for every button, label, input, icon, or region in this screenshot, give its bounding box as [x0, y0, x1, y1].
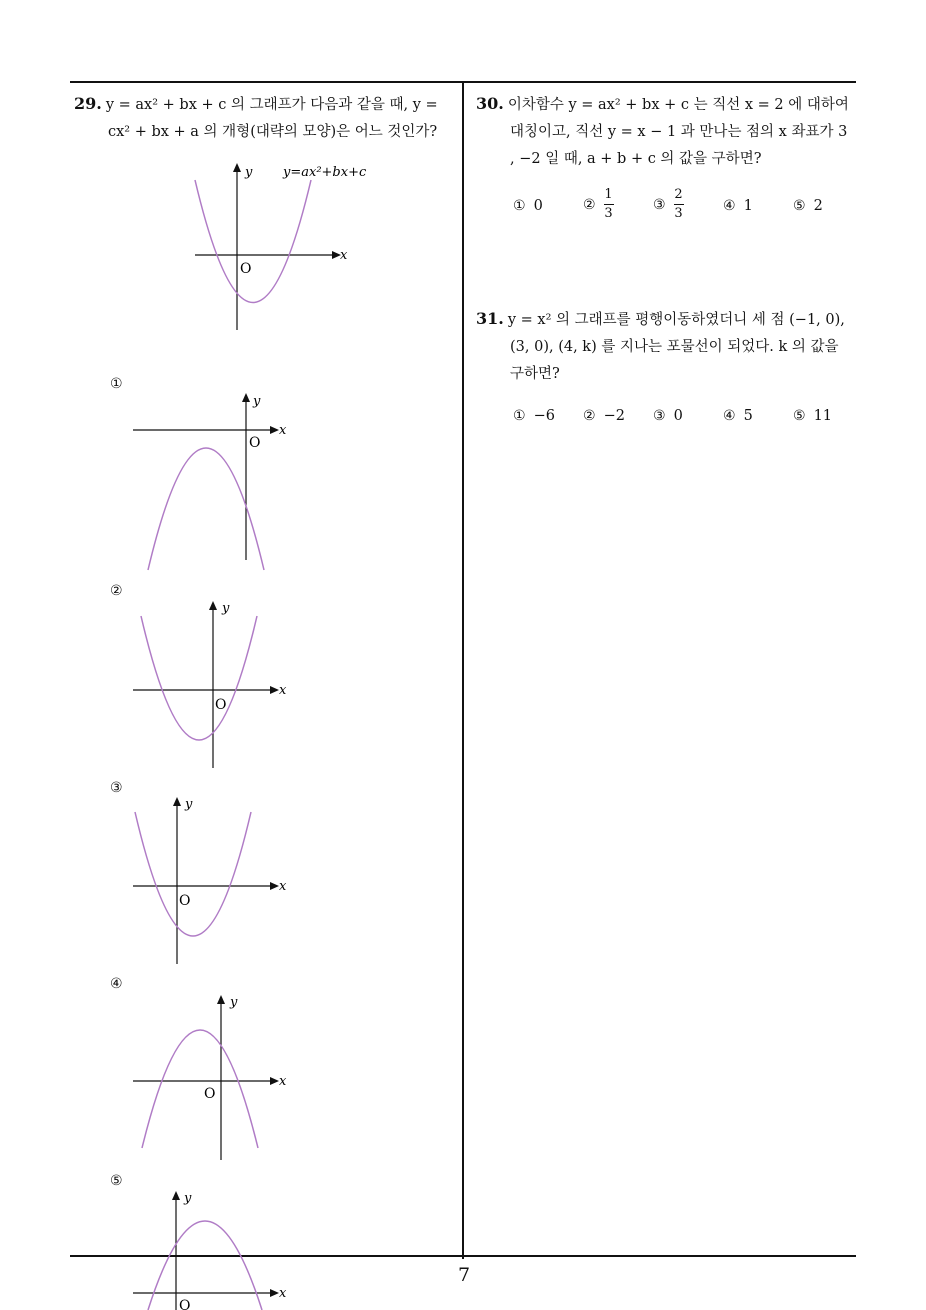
- q31-choice-5[interactable]: [793, 408, 832, 424]
- x-axis-label: x: [279, 1286, 287, 1301]
- choice-label-5: ⑤: [110, 1173, 123, 1189]
- choice-mark: ②: [583, 196, 596, 213]
- choice-3-graph: [128, 792, 298, 967]
- y-axis-label: y: [185, 797, 193, 812]
- choice-label-2: ②: [110, 583, 123, 599]
- choice-mark: ①: [513, 198, 526, 214]
- question-text-line: 대칭이고, 직선 y = x − 1 과 만나는 점의 x 좌표가 3: [510, 124, 848, 140]
- q31-choice-1[interactable]: [513, 408, 555, 424]
- q30-choice-5[interactable]: [793, 198, 823, 214]
- choice-mark: ④: [723, 408, 736, 424]
- x-axis-label: x: [340, 248, 348, 263]
- choice-label-4: ④: [110, 976, 123, 992]
- x-axis-label: x: [279, 1074, 287, 1089]
- y-axis-label: y: [222, 601, 230, 616]
- y-axis-label: y: [230, 995, 238, 1010]
- question-text-line: y = ax² + bx + c 의 그래프가 다음과 같을 때, y =: [105, 97, 438, 113]
- origin-label: O: [179, 1298, 191, 1310]
- question-text-line: 구하면?: [510, 366, 560, 382]
- graph-caption: y=ax²+bx+c: [283, 165, 367, 180]
- q31-choice-2[interactable]: [583, 408, 625, 424]
- column-divider: [462, 82, 464, 1259]
- choice-label-3: ③: [110, 780, 123, 796]
- q30-choice-4[interactable]: [723, 198, 753, 214]
- choice-mark: ⑤: [793, 198, 806, 214]
- q29-main-graph: [185, 155, 375, 335]
- question-text-line: y = x² 의 그래프를 평행이동하였더니 세 점 (−1, 0),: [507, 312, 845, 328]
- question-30: [476, 90, 860, 173]
- choice-mark: ③: [653, 408, 666, 424]
- choice-mark: ①: [513, 408, 526, 424]
- numerator: 2: [674, 187, 683, 202]
- x-axis-label: x: [279, 423, 287, 438]
- origin-label: O: [179, 893, 191, 909]
- fraction: [604, 188, 614, 221]
- choice-mark: ②: [583, 408, 596, 424]
- q30-choice-1[interactable]: [513, 198, 543, 214]
- choice-2-graph: [128, 596, 298, 771]
- choice-1-graph: [128, 388, 298, 578]
- q31-choice-4[interactable]: [723, 408, 753, 424]
- choice-value: 0: [533, 198, 543, 214]
- origin-label: O: [240, 261, 252, 277]
- choice-mark: ③: [653, 196, 666, 213]
- choice-value: 5: [743, 408, 753, 424]
- question-text-line: 이차함수 y = ax² + bx + c 는 직선 x = 2 에 대하여: [507, 97, 849, 113]
- question-29: [74, 90, 458, 146]
- question-number: 31.: [476, 309, 504, 328]
- q30-choice-2[interactable]: [583, 188, 614, 221]
- choice-value: 11: [813, 408, 833, 424]
- x-axis-label: x: [279, 683, 287, 698]
- question-number: 30.: [476, 94, 504, 113]
- origin-label: O: [215, 697, 227, 713]
- y-axis-label: y: [245, 165, 253, 180]
- page-number: 7: [457, 1264, 471, 1286]
- choice-value: 2: [813, 198, 823, 214]
- denominator: 3: [604, 206, 613, 221]
- x-axis-label: x: [279, 879, 287, 894]
- choice-5-graph: [128, 1186, 298, 1310]
- y-axis-label: y: [253, 394, 261, 409]
- choice-value: −2: [603, 408, 625, 424]
- question-text-line: (3, 0), (4, k) 를 지나는 포물선이 되었다. k 의 값을: [510, 339, 839, 355]
- q30-choices: [513, 188, 853, 228]
- q31-choices: [513, 408, 853, 430]
- choice-value: 0: [673, 408, 683, 424]
- q31-choice-3[interactable]: [653, 408, 683, 424]
- choice-value: −6: [533, 408, 555, 424]
- denominator: 3: [674, 206, 683, 221]
- y-axis-label: y: [184, 1191, 192, 1206]
- choice-mark: ④: [723, 198, 736, 214]
- choice-4-graph: [128, 990, 298, 1165]
- question-31: [476, 305, 860, 388]
- question-text-line: , −2 일 때, a + b + c 의 값을 구하면?: [510, 151, 762, 167]
- choice-mark: ⑤: [793, 408, 806, 424]
- question-number: 29.: [74, 94, 102, 113]
- choice-value: 1: [743, 198, 753, 214]
- numerator: 1: [604, 187, 613, 202]
- question-text-line: cx² + bx + a 의 개형(대략의 모양)은 어느 것인가?: [108, 124, 438, 140]
- choice-label-1: ①: [110, 376, 123, 392]
- origin-label: O: [204, 1086, 216, 1102]
- origin-label: O: [249, 435, 261, 451]
- fraction: [674, 188, 684, 221]
- q30-choice-3[interactable]: [653, 188, 684, 221]
